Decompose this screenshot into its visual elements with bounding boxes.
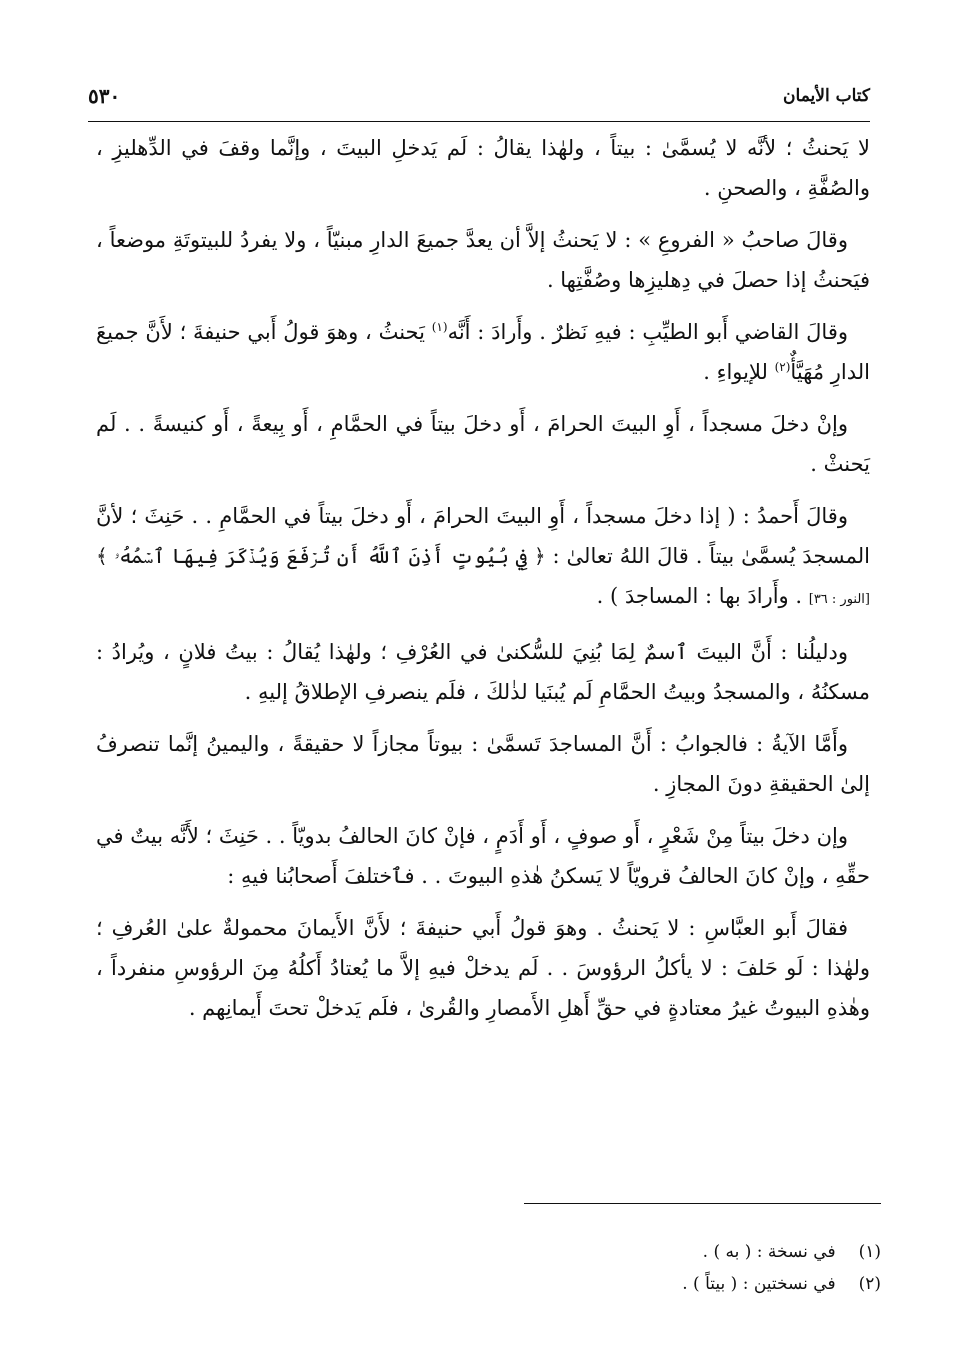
paragraph [96, 632, 870, 712]
paragraph [96, 220, 870, 300]
paragraph [96, 128, 870, 208]
paragraph [96, 908, 870, 1028]
verse-reference: [النور : ٣٦] [808, 592, 870, 607]
paragraph-text: . وأَرادَ بها : المساجدَ ) . [596, 584, 803, 608]
paragraph-text: وأَمَّا الآيةُ : فالجوابُ : أَنَّ المساجدَ تَسمَّىٰ : بيوتاً مجازاً لا حقيقةً ، واليمينُ إنَّما تنصرفُ إلىٰ الحقيقةِ دونَ المجازِ . [96, 732, 870, 796]
footnote-text: في نسخة : ( به ) . [702, 1242, 836, 1262]
paragraph [96, 496, 870, 620]
footnote-number: (١) [858, 1242, 881, 1262]
paragraph [96, 312, 870, 392]
footnote-marker[interactable]: (٢) [774, 360, 791, 374]
paragraph-text: يَحنثُ ، وهوَ قولُ أَبي حنيفةَ ؛ لأَنَّ جميعَ الدارِ مُهَيَّأٌ [96, 320, 870, 384]
quran-verse: ﴿ فِي بُيُوتٍ أَذِنَ ٱللَّهُ أَن تُرۡفَعَ وَيُذۡكَرَ فِيهَا ٱسۡمُهُۥ ﴾ [96, 544, 546, 568]
paragraph-text: وقالَ القاضي أَبو الطيِّبِ : فيهِ نَظرٌ . وأَرادَ : أَنَّه [447, 320, 848, 344]
footnote-number: (٢) [858, 1274, 881, 1294]
header-rule [88, 121, 870, 122]
paragraph-text: وقالَ صاحبُ « الفروعِ » : لا يَحنثُ إلاَّ أن يعدَّ جميعَ الدارِ مبنيّاً ، ولا يفردُ للبيتوتَةِ موضعاً ، فيَحنثُ إذا حصلَ في دِهليزِها وصُفَّتِها . [96, 228, 870, 292]
paragraph-text: وإنْ دخلَ مسجداً ، أَوِ البيتَ الحرامَ ، أَو دخلَ بيتاً في الحمَّامِ ، أَو بِيعةً ، أَو كنيسةً . . لَم يَحنثْ . [96, 412, 870, 476]
paragraph-text: ودليلُنا : أَنَّ البيتَ ٱسمٌ لِمَا بُنِيَ للسُّكنىٰ في العُرْفِ ؛ ولهٰذا يُقالُ : بيتُ فلانٍ ، ويُرادُ : مسكنُهُ ، والمسجدُ وبيتُ الحمَّامِ لَم يُبنَيا لذٰلكَ ، فلَم ينصرفِ الإطلاقُ إليهِ . [96, 640, 870, 704]
paragraph [96, 724, 870, 804]
paragraph-text: لا يَحنثُ ؛ لأنَّه لا يُسمَّىٰ : بيتاً ، ولهٰذا يقالُ : لَم يَدخلِ البيتَ ، وإنَّما وقفَ في الدِّهليزِ ، والصُفَّةِ ، والصحنِ . [96, 136, 870, 200]
footnote [500, 1236, 881, 1268]
paragraph [96, 816, 870, 896]
body-text [96, 128, 870, 1040]
footnote [500, 1268, 881, 1300]
footnote-marker[interactable]: (١) [431, 320, 448, 334]
paragraph [96, 404, 870, 484]
running-title: كتاب الأيمان [783, 86, 870, 106]
footnote-rule [524, 1203, 881, 1204]
footnotes [500, 1236, 881, 1300]
page-header [88, 84, 870, 114]
paragraph-text: للإيواءِ . [703, 360, 768, 384]
paragraph-text: فقالَ أَبو العبَّاسِ : لا يَحنثُ . وهوَ قولُ أَبي حنيفةَ ؛ لأَنَّ الأَيمانَ محمولةٌ علىٰ العُرفِ ؛ ولهٰذا : لَو حَلفَ : لا يأكلُ الرؤوسَ . . لَم يدخلْ فيهِ إلاَّ ما يُعتادُ أَكلُهُ مِنَ الرؤوسِ منفرداً ، وهٰذهِ البيوتُ غيرُ معتادةٍ في حقِّ أَهلِ الأَمصارِ والقُرىٰ ، فلَم يَدخلْ تحتَ أَيمانِهم . [96, 916, 870, 1020]
page-number: ٥٣٠ [88, 84, 121, 108]
paragraph-text: وإن دخلَ بيتاً مِنْ شَعْرٍ ، أَو صوفٍ ، أَو أَدَمٍ ، فإنْ كانَ الحالفُ بدويّاً . . حَنِثَ ؛ لأَنَّه بيتٌ في حقِّهِ ، وإنْ كانَ الحالفُ قرويّاً لا يَسكنُ هٰذهِ البيوتَ . . فٱختلفَ أَصحابُنا فيهِ : [96, 824, 870, 888]
paragraph-text: وقالَ أَحمدُ : ( إذا دخلَ مسجداً ، أَوِ البيتَ الحرامَ ، أَو دخلَ بيتاً في الحمَّامِ . . حَنِثَ ؛ لأنَّ المسجدَ يُسمَّىٰ بيتاً . قالَ اللهُ تعالىٰ : [96, 504, 870, 568]
footnote-text: في نسختين : ( بيتاً ) . [682, 1274, 836, 1294]
